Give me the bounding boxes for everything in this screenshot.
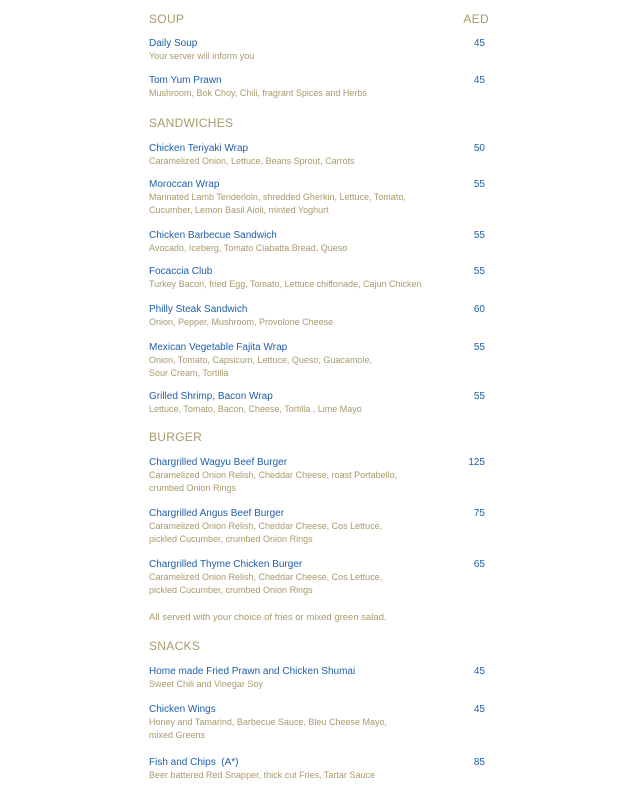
item-price: 65 — [473, 559, 485, 570]
item-description: Caramelized Onion Relish, Cheddar Cheese, Cos Lettuce, — [149, 572, 383, 582]
item-description: Onion, Tomato, Capsicum, Lettuce, Queso, Guacamole, — [149, 355, 372, 365]
section-title: SOUP — [149, 12, 185, 26]
item-description: Caramelized Onion Relish, Cheddar Cheese, roast Portabello, — [149, 470, 398, 480]
item-price: 50 — [473, 143, 485, 154]
item-price: 45 — [473, 704, 485, 715]
menu-item — [149, 391, 485, 416]
burger-note: All served with your choice of fries or mixed green salad. — [149, 612, 387, 623]
item-description: Avocado, Iceberg, Tomato Ciabatta Bread, Queso — [149, 243, 348, 253]
item-price: 75 — [473, 508, 485, 519]
item-price: 55 — [473, 230, 485, 241]
menu-item — [149, 342, 485, 379]
menu-item — [149, 143, 485, 168]
menu-item — [149, 38, 485, 63]
item-price: 45 — [473, 75, 485, 86]
item-name: Chargrilled Wagyu Beef Burger — [149, 457, 288, 468]
menu-item — [149, 266, 485, 291]
item-description: Onion, Pepper, Mushroom, Provolone Cheese — [149, 317, 334, 327]
menu-item — [149, 559, 485, 596]
section-heading-snacks — [149, 639, 489, 653]
item-name: Moroccan Wrap — [149, 179, 220, 190]
menu-item — [149, 230, 485, 255]
item-description: Beer battered Red Snapper, thick cut Fries, Tartar Sauce — [149, 770, 375, 780]
item-name: Chicken Barbecue Sandwich — [149, 230, 277, 241]
item-description-line-2: Sour Cream, Tortilla — [149, 367, 229, 378]
item-name: Chicken Wings — [149, 704, 216, 715]
menu-item — [149, 666, 485, 691]
section-heading-soup — [149, 12, 489, 26]
item-price: 45 — [473, 666, 485, 677]
section-heading-burger — [149, 430, 489, 444]
item-description: Your server will inform you — [149, 51, 255, 61]
item-price: 60 — [473, 304, 485, 315]
item-description-line-2: pickled Cucumber, crumbed Onion Rings — [149, 533, 313, 544]
item-description-line-2: mixed Greens — [149, 729, 206, 740]
item-price: 45 — [473, 38, 485, 49]
item-description: Mushroom, Bok Choy, Chili, fragrant Spices and Herbs — [149, 88, 367, 98]
item-name: Daily Soup — [149, 38, 198, 49]
item-name: Mexican Vegetable Fajita Wrap — [149, 342, 288, 353]
section-title: SANDWICHES — [149, 116, 234, 130]
currency-label: AED — [463, 12, 489, 26]
item-name: Tom Yum Prawn — [149, 75, 222, 86]
menu-item — [149, 457, 485, 494]
item-description: Sweet Chili and Vinegar Soy — [149, 679, 263, 689]
item-price: 55 — [473, 342, 485, 353]
item-description-line-2: pickled Cucumber, crumbed Onion Rings — [149, 584, 313, 595]
item-description: Marinated Lamb Tenderloin, shredded Gherkin, Lettuce, Tomato, — [149, 192, 406, 202]
item-description-line-2: crumbed Onion Rings — [149, 482, 237, 493]
item-name: Focaccia Club — [149, 266, 213, 277]
item-description: Caramelized Onion, Lettuce, Beans Sprout, Carrots — [149, 156, 355, 166]
item-name: Chicken Teriyaki Wrap — [149, 143, 249, 154]
item-name: Chargrilled Thyme Chicken Burger — [149, 559, 303, 570]
item-description-line-2: Cucumber, Lemon Basil Aioli, minted Yoghurt — [149, 204, 329, 215]
item-description: Turkey Bacon, fried Egg, Tomato, Lettuce chiffonade, Cajun Chicken — [149, 279, 422, 289]
menu-item — [149, 757, 485, 782]
section-title: BURGER — [149, 430, 203, 444]
menu-item — [149, 508, 485, 545]
item-name: Chargrilled Angus Beef Burger — [149, 508, 285, 519]
item-name: Philly Steak Sandwich — [149, 304, 248, 315]
item-price: 55 — [473, 391, 485, 402]
item-name: Fish and Chips (A*) — [149, 757, 239, 768]
item-price: 55 — [473, 179, 485, 190]
menu-item — [149, 704, 485, 741]
item-name: Grilled Shrimp, Bacon Wrap — [149, 391, 273, 402]
menu-item — [149, 75, 485, 100]
item-price: 55 — [473, 266, 485, 277]
item-description: Caramelized Onion Relish, Cheddar Cheese, Cos Lettuce, — [149, 521, 383, 531]
menu-item — [149, 179, 485, 216]
menu-item — [149, 304, 485, 329]
item-price: 125 — [468, 457, 485, 468]
item-description: Honey and Tamarind, Barbecue Sauce, Bleu Cheese Mayo, — [149, 717, 387, 727]
item-name: Home made Fried Prawn and Chicken Shumai — [149, 666, 356, 677]
section-title: SNACKS — [149, 639, 201, 653]
section-heading-sandwiches — [149, 116, 489, 130]
item-price: 85 — [473, 757, 485, 768]
item-description: Lettuce, Tomato, Bacon, Cheese, Tortilla , Lime Mayo — [149, 404, 362, 414]
